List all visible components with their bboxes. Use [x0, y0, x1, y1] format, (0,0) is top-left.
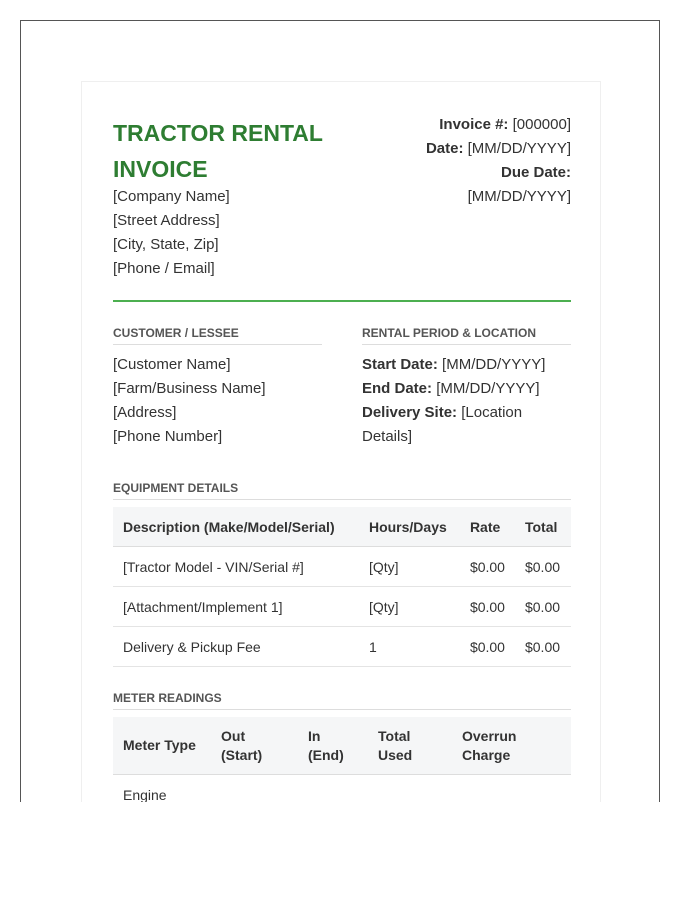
- cell-rate: $0.00: [460, 547, 515, 587]
- due-date-label: Due Date:: [500, 164, 571, 181]
- cell-overrun: [452, 775, 571, 803]
- equipment-header-row: [113, 507, 571, 547]
- customer-block: [113, 353, 266, 449]
- delivery-site-line: [362, 401, 545, 425]
- invoice-date-label: Date:: [425, 140, 464, 157]
- company-city: [City, State, Zip]: [113, 236, 219, 253]
- customer-name: [Customer Name]: [113, 356, 231, 373]
- delivery-site-line-2: [362, 425, 545, 449]
- invoice-date-line: [371, 137, 571, 161]
- end-date-line: [362, 377, 545, 401]
- meter-heading: METER READINGS: [113, 690, 571, 710]
- rental-block: [362, 353, 545, 449]
- due-date-value-line: [371, 185, 571, 209]
- invoice-sheet: [81, 81, 601, 802]
- delivery-site-value: [Location: [461, 404, 523, 421]
- invoice-number-label: Invoice #:: [439, 116, 509, 133]
- customer-business: [Farm/Business Name]: [113, 380, 266, 397]
- table-row: [113, 627, 571, 667]
- header-divider: [113, 300, 571, 302]
- meter-header-row: [113, 717, 571, 775]
- company-contact: [Phone / Email]: [113, 260, 215, 277]
- invoice-number-line: [371, 113, 571, 137]
- equipment-heading: EQUIPMENT DETAILS: [113, 480, 571, 500]
- cell-total: $0.00: [515, 627, 571, 667]
- delivery-site-label: Delivery Site:: [362, 404, 458, 421]
- col-overrun-charge: Overrun Charge: [452, 717, 571, 775]
- table-row: [113, 547, 571, 587]
- cell-qty: [Qty]: [359, 587, 460, 627]
- start-date-label: Start Date:: [362, 356, 438, 373]
- col-hours-days: Hours/Days: [359, 507, 460, 547]
- company-street: [Street Address]: [113, 212, 220, 229]
- cell-description: Delivery & Pickup Fee: [113, 627, 359, 667]
- end-date-value: [MM/DD/YYYY]: [436, 380, 540, 397]
- cell-qty: 1: [359, 627, 460, 667]
- col-description: Description (Make/Model/Serial): [113, 507, 359, 547]
- table-row: [113, 775, 571, 803]
- col-total-used: Total Used: [368, 717, 452, 775]
- meter-table: [113, 717, 571, 802]
- cell-rate: $0.00: [460, 627, 515, 667]
- invoice-number-value: [000000]: [512, 116, 571, 133]
- col-out-start: Out (Start): [211, 717, 298, 775]
- cell-rate: $0.00: [460, 587, 515, 627]
- invoice-date-value: [MM/DD/YYYY]: [467, 140, 571, 157]
- rental-heading: RENTAL PERIOD & LOCATION: [362, 325, 571, 345]
- customer-address: [Address]: [113, 404, 177, 421]
- due-date-label-line: [371, 161, 571, 185]
- equipment-table: [113, 507, 571, 667]
- delivery-site-value-cont: Details]: [362, 428, 413, 445]
- col-total: Total: [515, 507, 571, 547]
- col-rate: Rate: [460, 507, 515, 547]
- company-block: [113, 185, 230, 281]
- customer-phone: [Phone Number]: [113, 428, 223, 445]
- cell-qty: [Qty]: [359, 547, 460, 587]
- due-date-value: [MM/DD/YYYY]: [467, 188, 571, 205]
- col-in-end: In (End): [298, 717, 368, 775]
- cell-total: $0.00: [515, 547, 571, 587]
- start-date-line: [362, 353, 545, 377]
- cell-total: $0.00: [515, 587, 571, 627]
- cell-description: [Tractor Model - VIN/Serial #]: [113, 547, 359, 587]
- end-date-label: End Date:: [362, 380, 433, 397]
- cell-used: [368, 775, 452, 803]
- customer-heading: CUSTOMER / LESSEE: [113, 325, 322, 345]
- cell-out: [211, 775, 298, 803]
- cell-description: [Attachment/Implement 1]: [113, 587, 359, 627]
- col-meter-type: Meter Type: [113, 717, 211, 775]
- document-frame: [20, 20, 660, 802]
- cell-in: [298, 775, 368, 803]
- table-row: [113, 587, 571, 627]
- company-name: [Company Name]: [113, 188, 230, 205]
- cell-meter-type: Engine: [113, 775, 211, 803]
- invoice-title: TRACTOR RENTAL INVOICE: [113, 120, 323, 182]
- invoice-meta: [371, 113, 571, 209]
- start-date-value: [MM/DD/YYYY]: [442, 356, 546, 373]
